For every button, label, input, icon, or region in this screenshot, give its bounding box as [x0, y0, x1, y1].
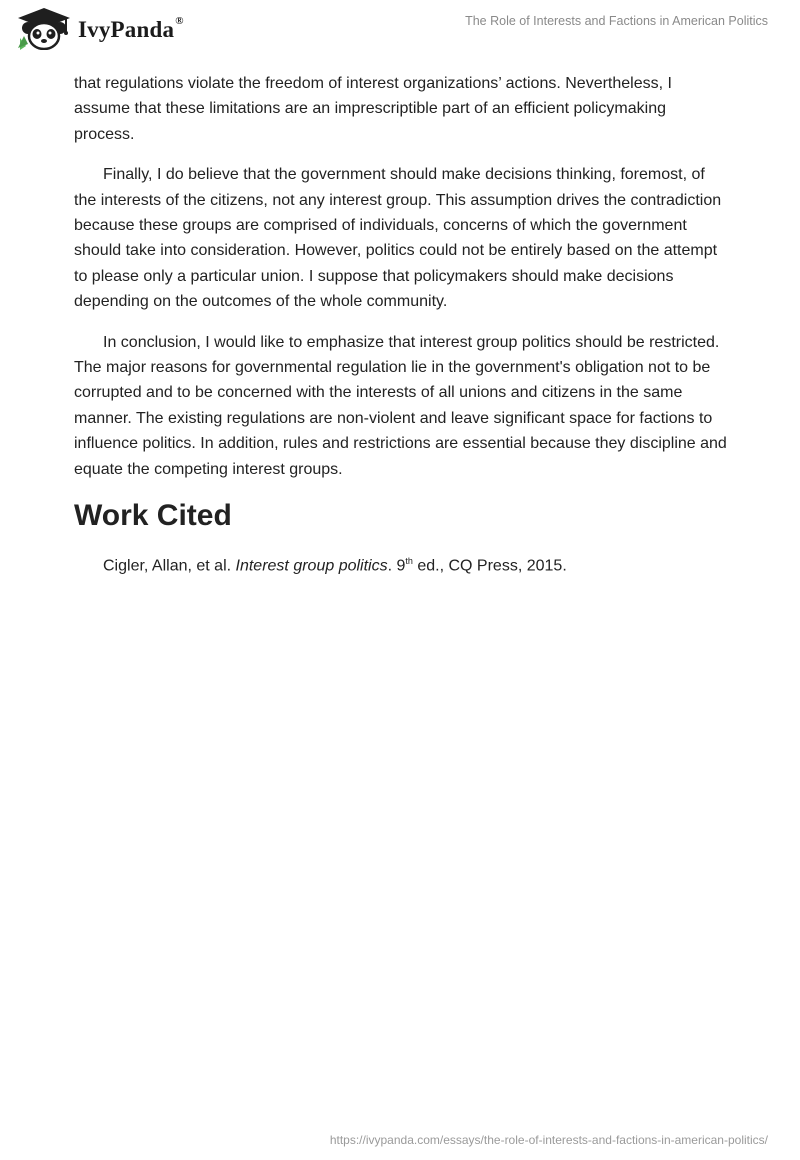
brand-name: IvyPanda® — [78, 15, 184, 42]
brand-logo[interactable] — [16, 6, 184, 50]
source-url[interactable]: https://ivypanda.com/essays/the-role-of-interests-and-factions-in-american-politics/ — [329, 1133, 768, 1147]
paragraph-finally: Finally, I do believe that the government should make decisions thinking, foremost, of the interests of the citizens, not any interest group. This assumption drives the contradiction because these groups are comprised of individuals, concerns of which the government should take into consideration. However, politics could not be entirely based on the attempt to please only a particular union. I suppose that policymakers should make decisions depending on the outcomes of the whole community. — [74, 166, 722, 311]
citation-title: Interest group politics — [235, 557, 388, 575]
citation-edition-suffix: th — [405, 556, 413, 567]
citation-publisher: ed., CQ Press, 2015. — [412, 557, 567, 575]
citation-edition: . 9 — [387, 557, 406, 575]
document-title: The Role of Interests and Factions in American Politics — [465, 14, 768, 28]
panda-graduate-icon — [16, 6, 72, 50]
citation-entry — [74, 549, 730, 578]
page-header — [0, 0, 800, 70]
essay-body — [74, 71, 730, 578]
citation-authors: Cigler, Allan, et al. — [103, 557, 236, 575]
works-cited-heading: Work Cited — [74, 499, 232, 533]
paragraph-conclusion: In conclusion, I would like to emphasize that interest group politics should be restricted. The major reasons for governmental regulation lie in the government's obligation not to be corrupted and to be concerned with the interests of all unions and citizens in the same manner. The existing regulations are non-violent and leave significant space for factions to influence politics. In addition, rules and restrictions are essential because they discipline and equate the competing interest groups. — [74, 333, 727, 478]
paragraph-continued: that regulations violate the freedom of interest organizations’ actions. Nevertheless, I assume that these limitations are an imprescriptible part of an efficient policymaking process. — [74, 75, 672, 143]
